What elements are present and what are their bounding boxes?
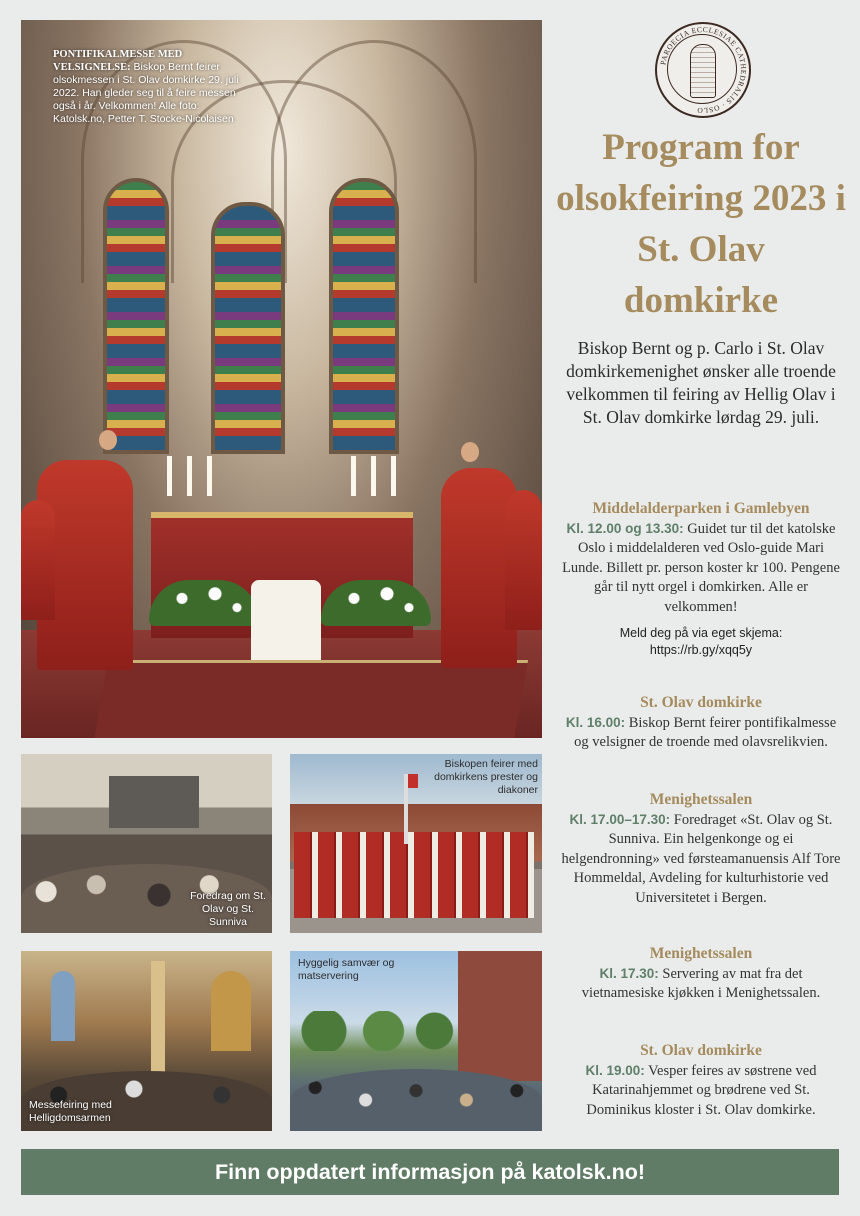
program-item-vesper	[560, 1041, 842, 1120]
program-heading: St. Olav domkirke	[640, 1042, 762, 1059]
flower-arrangement	[321, 580, 431, 626]
red-carpet	[94, 660, 528, 738]
main-photo-cathedral-altar	[21, 20, 542, 738]
altar-candle	[391, 456, 396, 496]
parish-seal-logo	[655, 22, 751, 118]
program-heading: Middelalderparken i Gamlebyen	[592, 500, 810, 517]
signup-link[interactable]: https://rb.gy/xqq5y	[649, 643, 753, 657]
main-photo-caption-text: Biskop Bernt feirer olsokmessen i St. Olav domkirke 29. juli 2022. Han gleder seg til å feire messen også i år. Velkommen! Alle foto: Katolsk.no, Petter T. Stocke-Nicolaisen	[53, 61, 239, 125]
program-item-middelalderparken	[560, 499, 842, 659]
altar-candle	[167, 456, 172, 496]
program-body	[560, 810, 842, 909]
program-text: Biskop Bernt feirer pontifikalmesse og velsigner de troende med olavsrelikvien.	[574, 714, 837, 750]
photo-caption-messefeiring: Messefeiring med Helligdomsarmen	[29, 1099, 112, 1124]
flower-arrangement	[149, 580, 259, 626]
photo-courtyard-gathering	[290, 951, 542, 1131]
altar-candle	[371, 456, 376, 496]
program-body	[560, 1061, 842, 1121]
intro-text: Biskop Bernt og p. Carlo i St. Olav domkirkemenighet ønsker alle troende velkommen til feiring av Hellig Olav i St. Olav domkirke lørdag 29. juli.	[566, 338, 836, 427]
altar-candle	[187, 456, 192, 496]
pillar	[151, 961, 165, 1081]
program-time: Kl. 19.00:	[585, 1062, 645, 1078]
footer-text: Finn oppdatert informasjon på katolsk.no!	[214, 1159, 646, 1184]
program-body	[560, 713, 842, 753]
program-item-pontifikalmesse	[560, 693, 842, 753]
stained-glass-window-right	[329, 178, 399, 454]
program-text: Servering av mat fra det vietnamesiske kjøkken i Menighetssalen.	[581, 965, 821, 1001]
trees	[290, 1011, 460, 1051]
photo-mass-interior	[21, 951, 272, 1131]
program-time: Kl. 17.00–17.30:	[569, 811, 671, 827]
footer-banner	[21, 1149, 839, 1195]
clergy-line	[294, 832, 534, 918]
program-text: Foredraget «St. Olav og St. Sunniva. Ein helgenkonge og ei helgendronning» ved førsteamanuensis Alf Tore Hommeldal, Avdeling for kulturhistorie ved Universitetet i Bergen.	[561, 811, 841, 906]
stained-glass-window-center	[211, 202, 285, 454]
program-body	[560, 519, 842, 618]
priest-head	[461, 442, 479, 462]
program-time: Kl. 16.00:	[565, 714, 626, 730]
program-time: Kl. 17.30:	[599, 965, 659, 981]
signup-info	[560, 625, 842, 659]
program-heading: Menighetssalen	[649, 945, 753, 962]
deacon-figure	[21, 500, 55, 620]
program-time: Kl. 12.00 og 13.30:	[566, 520, 684, 536]
svg-text:PAROECIA ECCLESIAE CATHEDRALIS: PAROECIA ECCLESIAE CATHEDRALIS · OSLO	[658, 24, 749, 116]
altarpiece	[211, 971, 251, 1051]
deacon-figure	[505, 490, 542, 630]
photo-caption-foredrag: Foredrag om St. Olav og St. Sunniva	[190, 890, 266, 928]
program-body	[560, 964, 842, 1004]
flag	[408, 774, 418, 788]
page-title: Program for olsokfeiring 2023 i St. Olav domkirke	[556, 127, 846, 321]
photo-lecture-hall	[21, 754, 272, 933]
photo-clergy-group	[290, 754, 542, 933]
crowd	[290, 1069, 542, 1131]
main-photo-caption-heading: PONTIFIKALMESSE MED VELSIGNELSE:	[53, 49, 183, 73]
church-wall	[458, 951, 542, 1081]
altar-cloth	[251, 580, 321, 660]
church-window	[51, 971, 75, 1041]
stained-glass-window-left	[103, 178, 169, 454]
stage-curtain	[109, 776, 199, 828]
program-item-servering	[560, 944, 842, 1004]
program-item-foredrag	[560, 790, 842, 908]
program-heading: Menighetssalen	[649, 791, 753, 808]
photo-caption-samvaer: Hyggelig samvær og matservering	[298, 957, 395, 982]
seal-lettering	[657, 24, 749, 116]
bishop-head	[99, 430, 117, 450]
photo-caption-biskopen: Biskopen feirer med domkirkens prester og diakoner	[434, 758, 538, 796]
program-text: Guidet tur til det katolske Oslo i middelalderen ved Oslo-guide Mari Lunde. Billett pr. person koster kr 100. Pengene går til nytt orgel i domkirken. Alle er velkommen!	[562, 520, 840, 615]
altar-candle	[207, 456, 212, 496]
program-text: Vesper feires av søstrene ved Katarinahjemmet og brødrene ved St. Dominikus kloster i St. Olav domkirke.	[586, 1062, 817, 1118]
altar-candle	[351, 456, 356, 496]
program-heading: St. Olav domkirke	[640, 694, 762, 711]
signup-label: Meld deg på via eget skjema:	[619, 626, 783, 640]
main-photo-caption	[53, 48, 243, 126]
